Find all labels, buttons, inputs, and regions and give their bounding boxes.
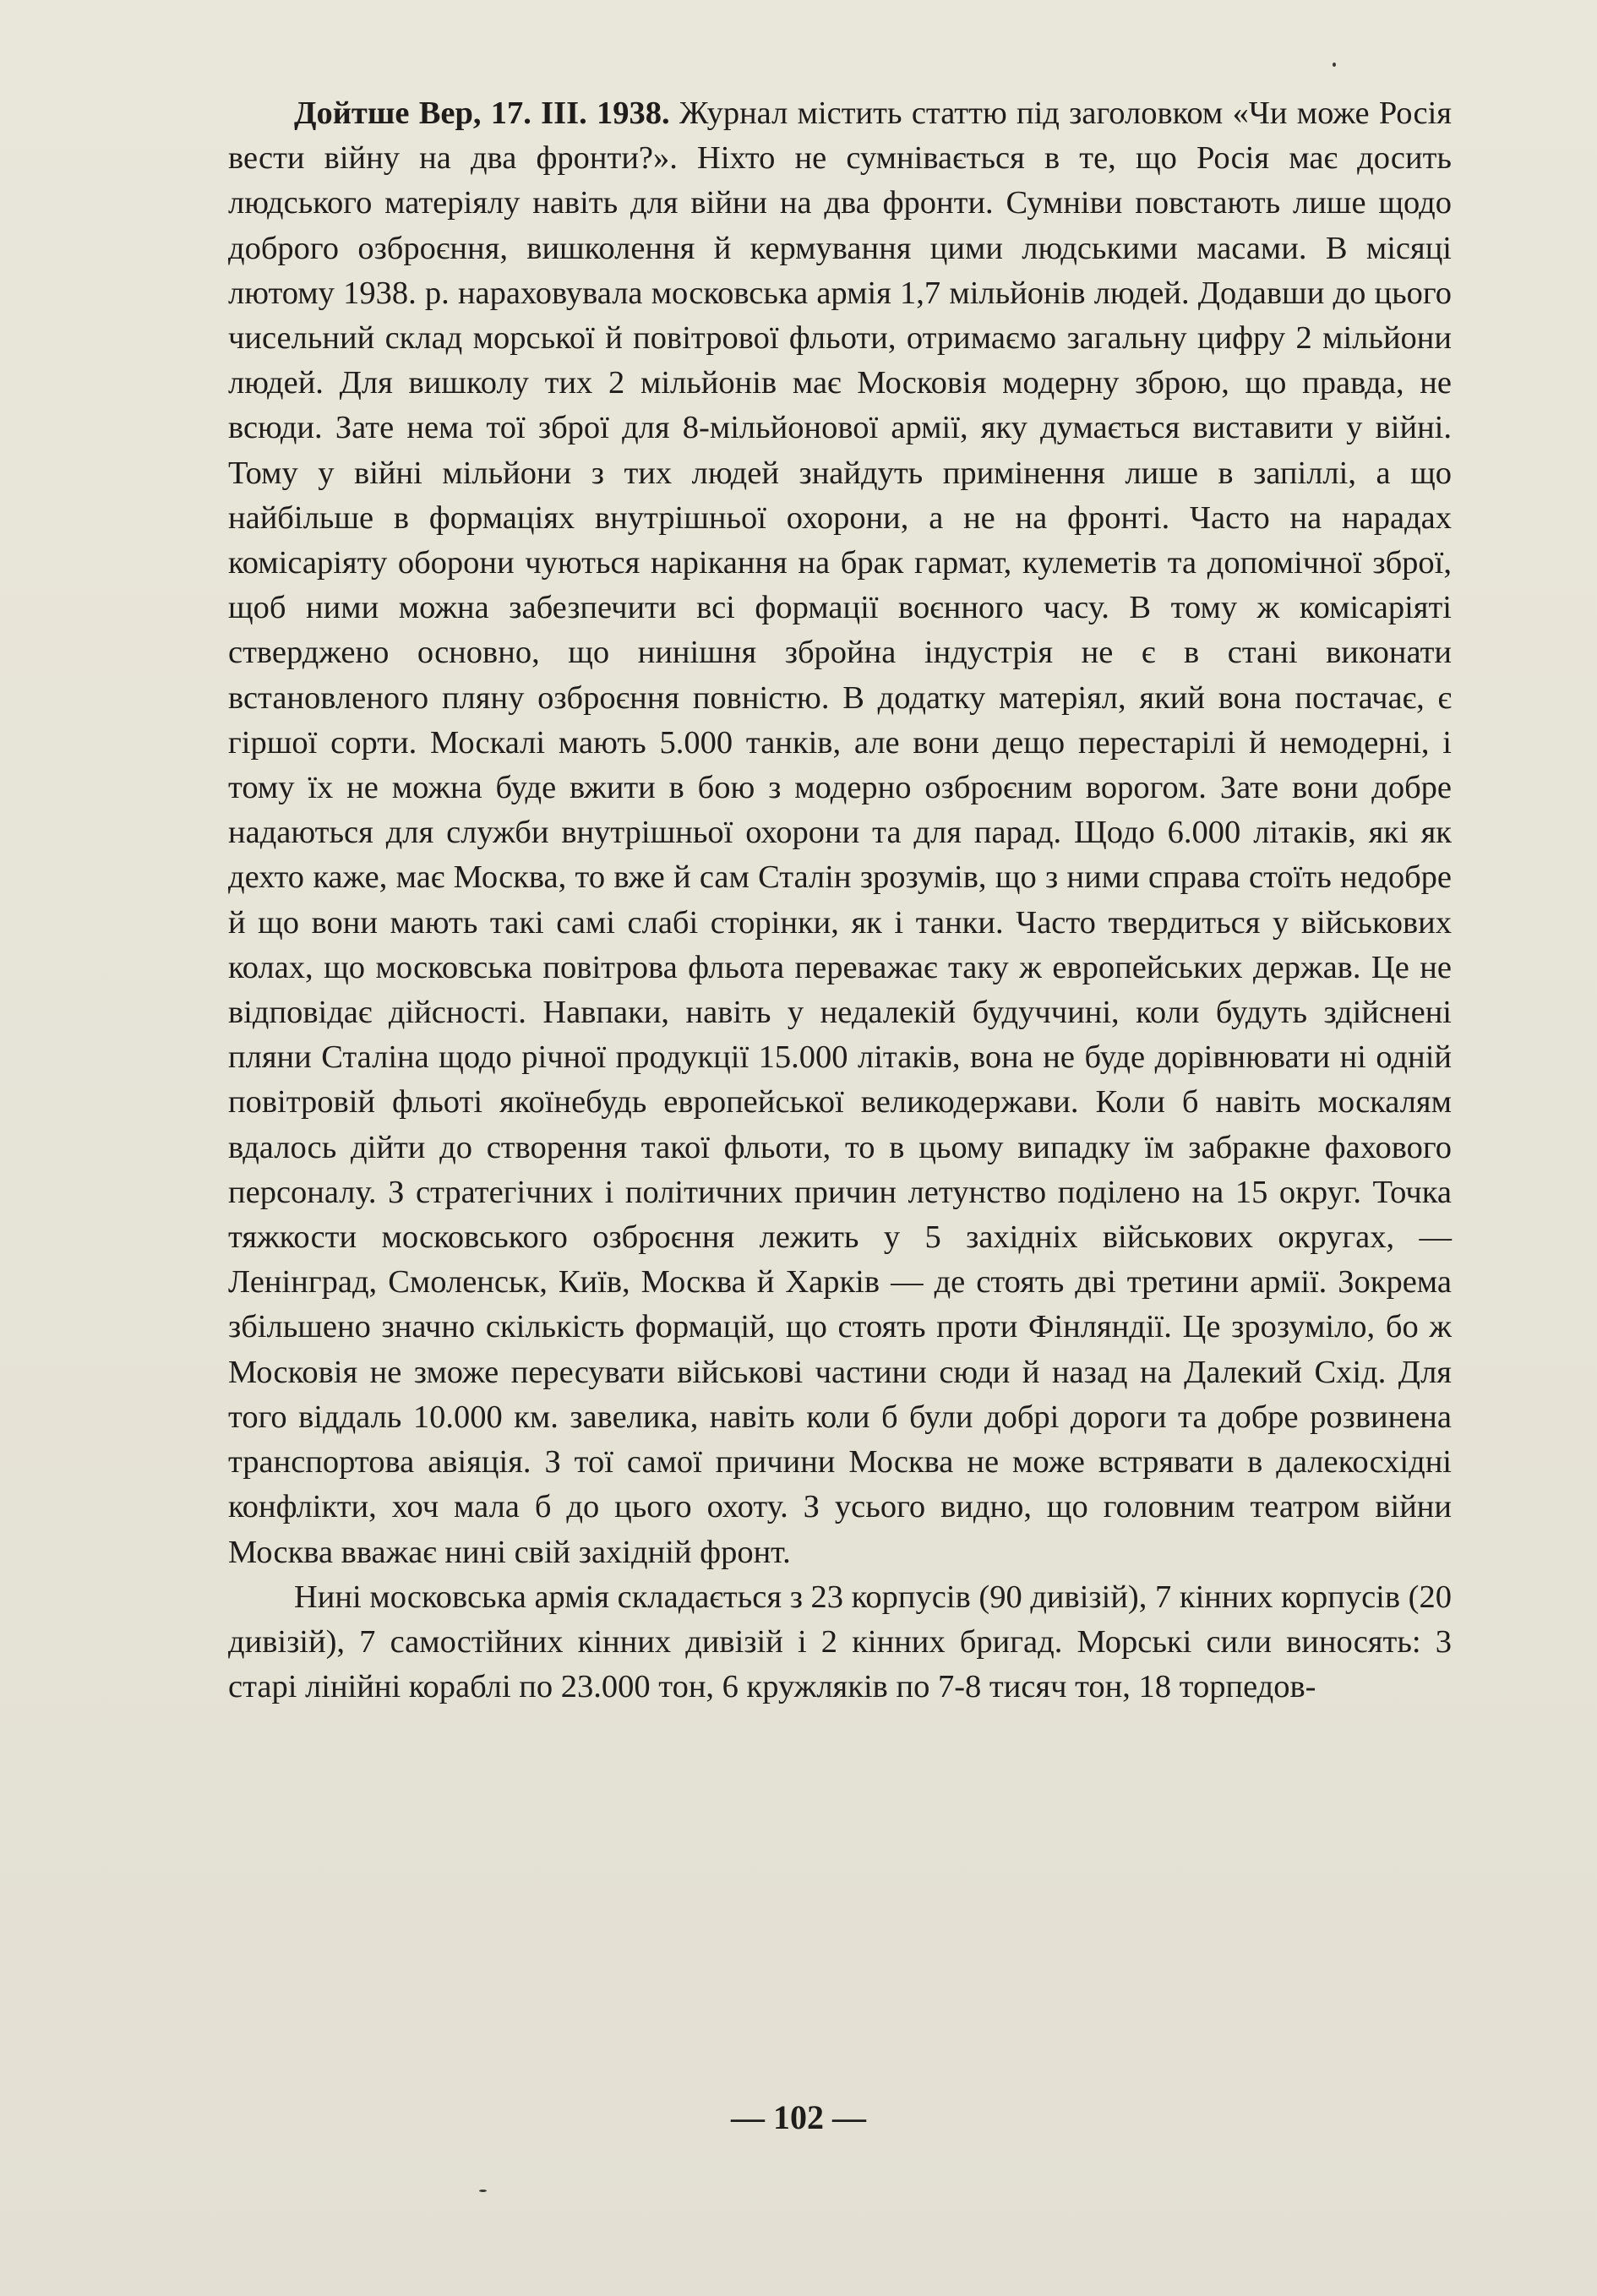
text-body [228, 91, 1452, 1710]
paragraph-1-text: Журнал містить статтю під заголовком «Чи може Росія вести війну на два фронти?». Ніхто не сумнівається в те, що Росія має досить людського матеріялу навіть для війни на два фронти. Сумніви повстають лише щодо доброго озброєння, вишколення й кермування цими людськими масами. В місяці лютому 1938. р. нараховувала московська армія 1,7 мільйонів людей. Додавши до цього чисельний склад морської й повітрової фльоти, отримаємо загальну цифру 2 мільйони людей. Для вишколу тих 2 мільйонів має Московія модерну зброю, що правда, не всюди. Зате нема тої зброї для 8-мільйонової армії, яку думається виставити у війні. Тому у війні мільйони з тих людей знайдуть примінення лише в запіллі, а що найбільше в формаціях внутрішньої охорони, а не на фронті. Часто на нарадах комісаріяту оборони чуються нарікання на брак гармат, кулеметів та допомічної зброї, щоб ними можна забезпечити всі формації воєнного часу. В тому ж комісаріяті стверджено основно, що нинішня збройна індустрія не є в стані виконати встановленого пляну озброєння повністю. В додатку матеріял, який вона постачає, є гіршої сорти. Москалі мають 5.000 танків, але вони дещо перестарілі й немодерні, і тому їх не можна буде вжити в бою з модерно озброєним ворогом. Зате вони добре надаються для служби внутрішньої охорони та для парад. Щодо 6.000 літаків, які як дехто каже, має Москва, то вже й сам Сталін зрозумів, що з ними справа стоїть недобре й що вони мають такі самі слабі сторінки, як і танки. Часто твердиться у військових колах, що московська повітрова фльота переважає таку ж европейських держав. Це не відповідає дійсності. Навпаки, навіть у недалекій будуччині, коли будуть здійснені пляни Сталіна щодо річної продукції 15.000 літаків, вона не буде дорівнювати ні одній повітровій фльоті якоїнебудь европейської великодержави. Коли б навіть москалям вдалось дійти до створення такої фльоти, то в цьому випадку їм забракне фахового персоналу. З стратегічних і політичних причин летунство поділено на 15 округ. Точка тяжкости московського озброєння лежить у 5 західніх військових округах, — Ленінград, Смоленськ, Київ, Москва й Харків — де стоять дві третини армії. Зокрема збільшено значно скількість формацій, що стоять проти Фінляндії. Це зрозуміло, бо ж Московія не зможе пересувати військові частини сюди й назад на Далекий Схід. Для того віддаль 10.000 км. завелика, навіть коли б були добрі дороги та добре розвинена транспортова авіяція. З тої самої причини Москва не може встрявати в далекосхідні конфлікти, хоч мала б до цього охоту. З усього видно, що головним театром війни Москва вважає нині свій західній фронт. [228, 95, 1452, 1570]
ink-speck-bottom [479, 2190, 487, 2192]
paragraph-2 [228, 1575, 1452, 1710]
page-number: — 102 — [731, 2098, 866, 2136]
paragraph-1 [228, 91, 1452, 1575]
paragraph-1-lead: Дойтше Вер, 17. III. 1938. [294, 95, 670, 131]
ink-speck-top [1333, 63, 1336, 67]
paragraph-2-text: Нині московська армія складається з 23 корпусів (90 дивізій), 7 кінних корпусів (20 дивізій), 7 самостійних кінних дивізій і 2 кінних бригад. Морські сили виносять: 3 старі лінійні кораблі по 23.000 тон, 6 кружляків по 7-8 тисяч тон, 18 торпедов- [228, 1579, 1452, 1705]
